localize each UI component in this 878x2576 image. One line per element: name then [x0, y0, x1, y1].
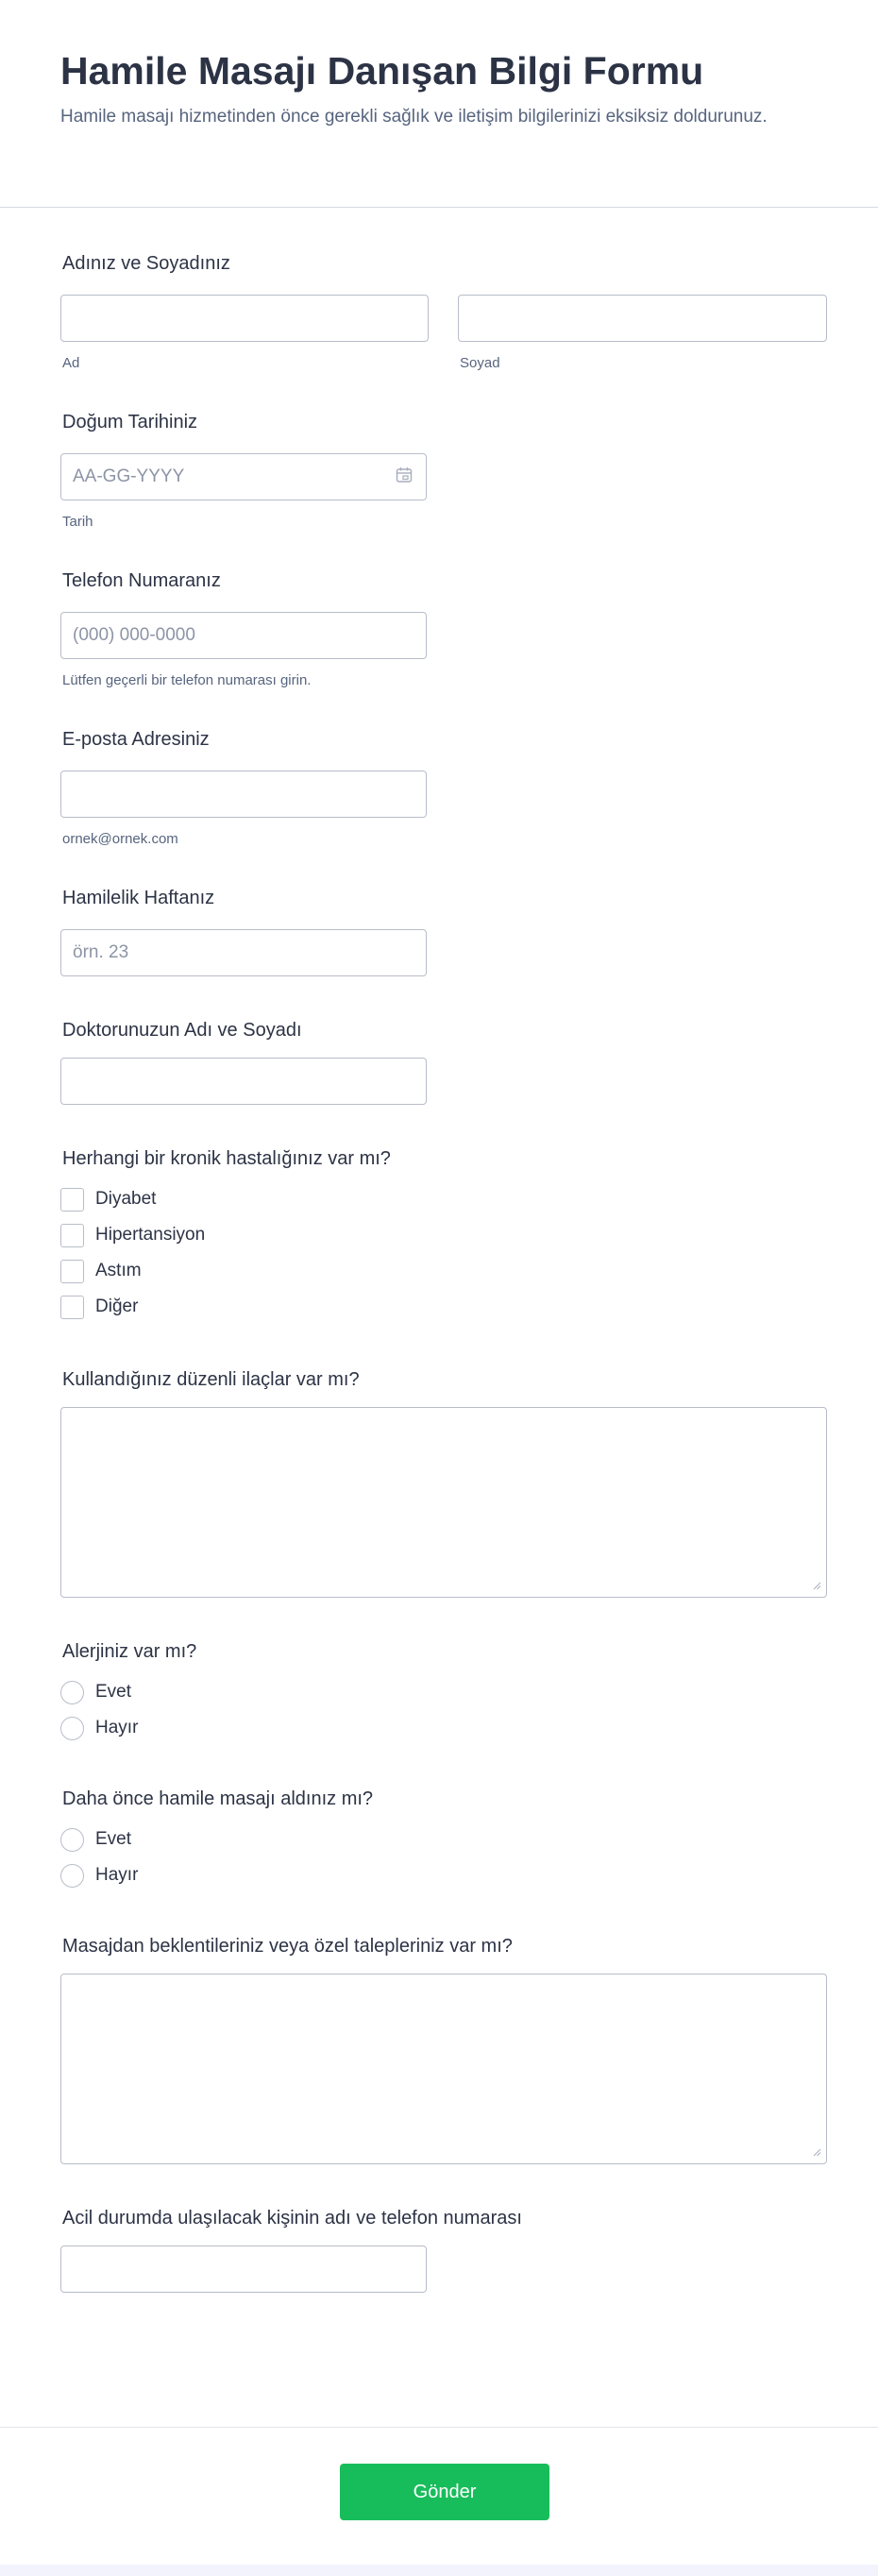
chronic-option-asthma[interactable]: [60, 1259, 142, 1283]
birth-date-input[interactable]: [60, 453, 427, 500]
checkbox[interactable]: [60, 1224, 84, 1247]
option-label: Evet: [95, 1682, 132, 1702]
option-label: Diyabet: [95, 1189, 157, 1209]
checkbox[interactable]: [60, 1260, 84, 1283]
expectations-label: Masajdan beklentileriniz veya özel talepleriniz var mı?: [62, 1936, 513, 1957]
phone-sublabel: Lütfen geçerli bir telefon numarası girin.: [62, 672, 312, 688]
option-label: Evet: [95, 1829, 132, 1849]
previous-massage-label: Daha önce hamile masajı aldınız mı?: [62, 1788, 374, 1809]
emergency-contact-label: Acil durumda ulaşılacak kişinin adı ve telefon numarası: [62, 2208, 522, 2229]
allergies-label: Alerjiniz var mı?: [62, 1641, 197, 1662]
medications-textarea[interactable]: [60, 1407, 827, 1598]
option-label: Hipertansiyon: [95, 1225, 206, 1245]
chronic-option-diabetes[interactable]: [60, 1187, 156, 1212]
last-name-input[interactable]: [458, 295, 827, 342]
calendar-icon[interactable]: [395, 466, 414, 484]
option-label: Hayır: [95, 1718, 139, 1737]
form-subtitle: Hamile masajı hizmetinden önce gerekli sağlık ve iletişim bilgilerinizi eksiksiz doldurunuz.: [60, 107, 768, 127]
chronic-option-hypertension[interactable]: [60, 1223, 205, 1247]
radio-button[interactable]: [60, 1681, 84, 1704]
chronic-illness-label: Herhangi bir kronik hastalığınız var mı?: [62, 1148, 391, 1169]
checkbox[interactable]: [60, 1188, 84, 1212]
form-title: Hamile Masajı Danışan Bilgi Formu: [60, 49, 704, 93]
birth-date-sublabel: Tarih: [62, 514, 93, 530]
last-name-sublabel: Soyad: [460, 355, 500, 371]
bottom-strip: [0, 2565, 878, 2576]
previous-massage-option-yes[interactable]: [60, 1827, 131, 1852]
option-label: Astım: [95, 1261, 142, 1280]
email-sublabel: ornek@ornek.com: [62, 831, 178, 847]
email-label: E-posta Adresiniz: [62, 729, 210, 750]
resize-grip-icon[interactable]: [812, 2147, 821, 2157]
resize-grip-icon[interactable]: [812, 1581, 821, 1590]
allergies-option-yes[interactable]: [60, 1680, 131, 1704]
radio-button[interactable]: [60, 1717, 84, 1740]
first-name-sublabel: Ad: [62, 355, 80, 371]
submit-button[interactable]: Gönder: [340, 2464, 549, 2520]
radio-button[interactable]: [60, 1828, 84, 1852]
medications-label: Kullandığınız düzenli ilaçlar var mı?: [62, 1369, 360, 1390]
first-name-input[interactable]: [60, 295, 429, 342]
form-footer: [0, 2427, 878, 2565]
doctor-name-label: Doktorunuzun Adı ve Soyadı: [62, 1020, 302, 1041]
phone-input[interactable]: [60, 612, 427, 659]
doctor-name-input[interactable]: [60, 1058, 427, 1105]
phone-label: Telefon Numaranız: [62, 570, 221, 591]
expectations-textarea[interactable]: [60, 1974, 827, 2164]
chronic-option-other[interactable]: [60, 1295, 138, 1319]
radio-button[interactable]: [60, 1864, 84, 1888]
form-header: [0, 0, 878, 208]
option-label: Diğer: [95, 1296, 139, 1316]
allergies-option-no[interactable]: [60, 1716, 138, 1740]
previous-massage-option-no[interactable]: [60, 1863, 138, 1888]
pregnancy-week-label: Hamilelik Haftanız: [62, 888, 215, 908]
email-input[interactable]: [60, 771, 427, 818]
option-label: Hayır: [95, 1865, 139, 1885]
full-name-label: Adınız ve Soyadınız: [62, 253, 230, 274]
emergency-contact-input[interactable]: [60, 2246, 427, 2293]
birth-date-label: Doğum Tarihiniz: [62, 412, 198, 432]
pregnancy-week-input[interactable]: [60, 929, 427, 976]
checkbox[interactable]: [60, 1296, 84, 1319]
